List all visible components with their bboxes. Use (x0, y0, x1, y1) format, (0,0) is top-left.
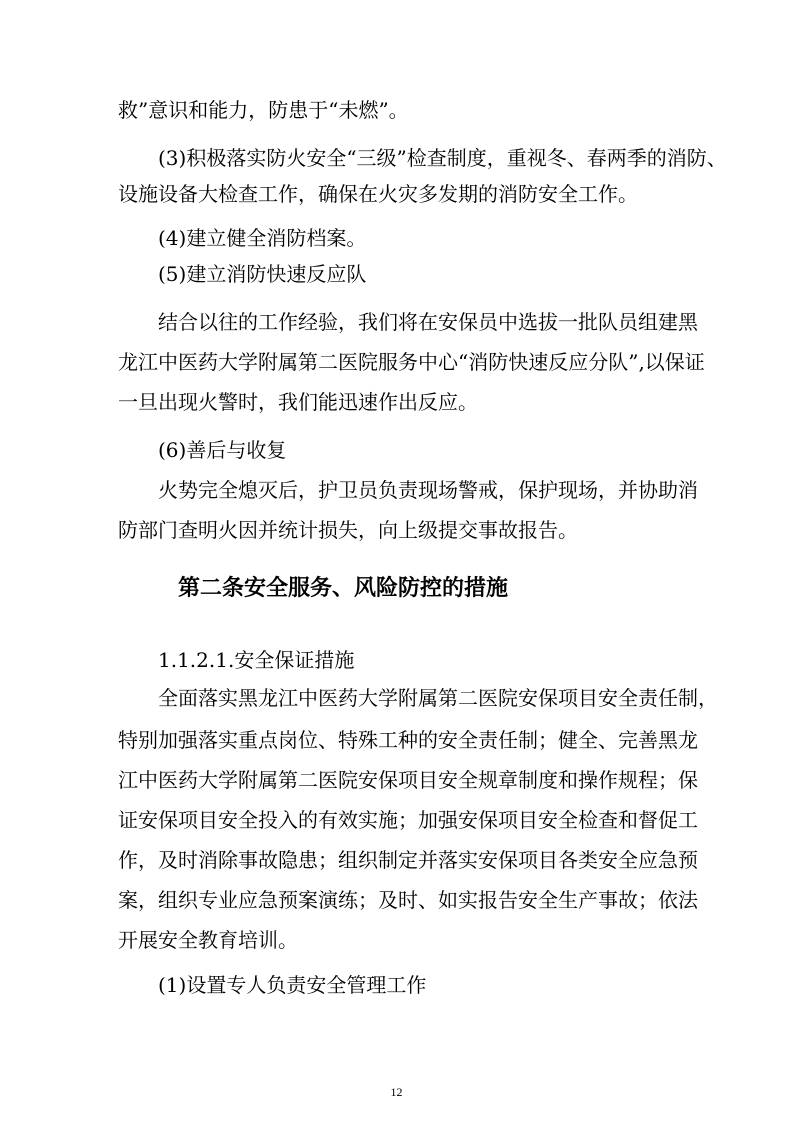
text-line: (4)建立健全消防档案。 (158, 226, 367, 250)
text-line: 火势完全熄灭后，护卫员负责现场警戒，保护现场，并协助消 (158, 478, 698, 502)
text-line: 江中医药大学附属第二医院安保项目安全规章制度和操作规程；保 (118, 768, 698, 792)
text-line: 设施设备大检查工作，确保在火灾多发期的消防安全工作。 (118, 182, 638, 206)
text-line: 一旦出现火警时，我们能迅速作出反应。 (118, 390, 478, 414)
text-line: (5)建立消防快速反应队 (158, 262, 367, 286)
text-line: 龙江中医药大学附属第二医院服务中心“消防快速反应分队”,以保证 (118, 350, 705, 374)
text-line: 特别加强落实重点岗位、特殊工种的安全责任制；健全、完善黑龙 (118, 728, 698, 752)
text-line: 作，及时消除事故隐患；组织制定并落实安保项目各类安全应急预 (118, 848, 698, 872)
text-line: 证安保项目安全投入的有效实施；加强安保项目安全检查和督促工 (118, 808, 698, 832)
text-line: 防部门查明火因并统计损失，向上级提交事故报告。 (118, 518, 578, 542)
text-line: 结合以往的工作经验，我们将在安保员中选拔一批队员组建黑 (158, 310, 698, 334)
text-line: 救”意识和能力，防患于“未燃”。 (118, 98, 409, 122)
text-line: (6)善后与收复 (158, 438, 287, 462)
text-line: (1)设置专人负责安全管理工作 (158, 973, 427, 997)
page-number: 12 (390, 1085, 403, 1099)
text-line: 全面落实黑龙江中医药大学附属第二医院安保项目安全责任制， (158, 686, 718, 710)
subsection-heading: 1.1.2.1.安全保证措施 (158, 648, 355, 672)
text-line: 开展安全教育培训。 (118, 928, 298, 952)
text-line: 案，组织专业应急预案演练；及时、如实报告安全生产事故；依法 (118, 888, 698, 912)
text-line: (3)积极落实防火安全“三级”检查制度，重视冬、春两季的消防、 (158, 146, 727, 170)
section-heading: 第二条安全服务、风险防控的措施 (178, 575, 509, 601)
